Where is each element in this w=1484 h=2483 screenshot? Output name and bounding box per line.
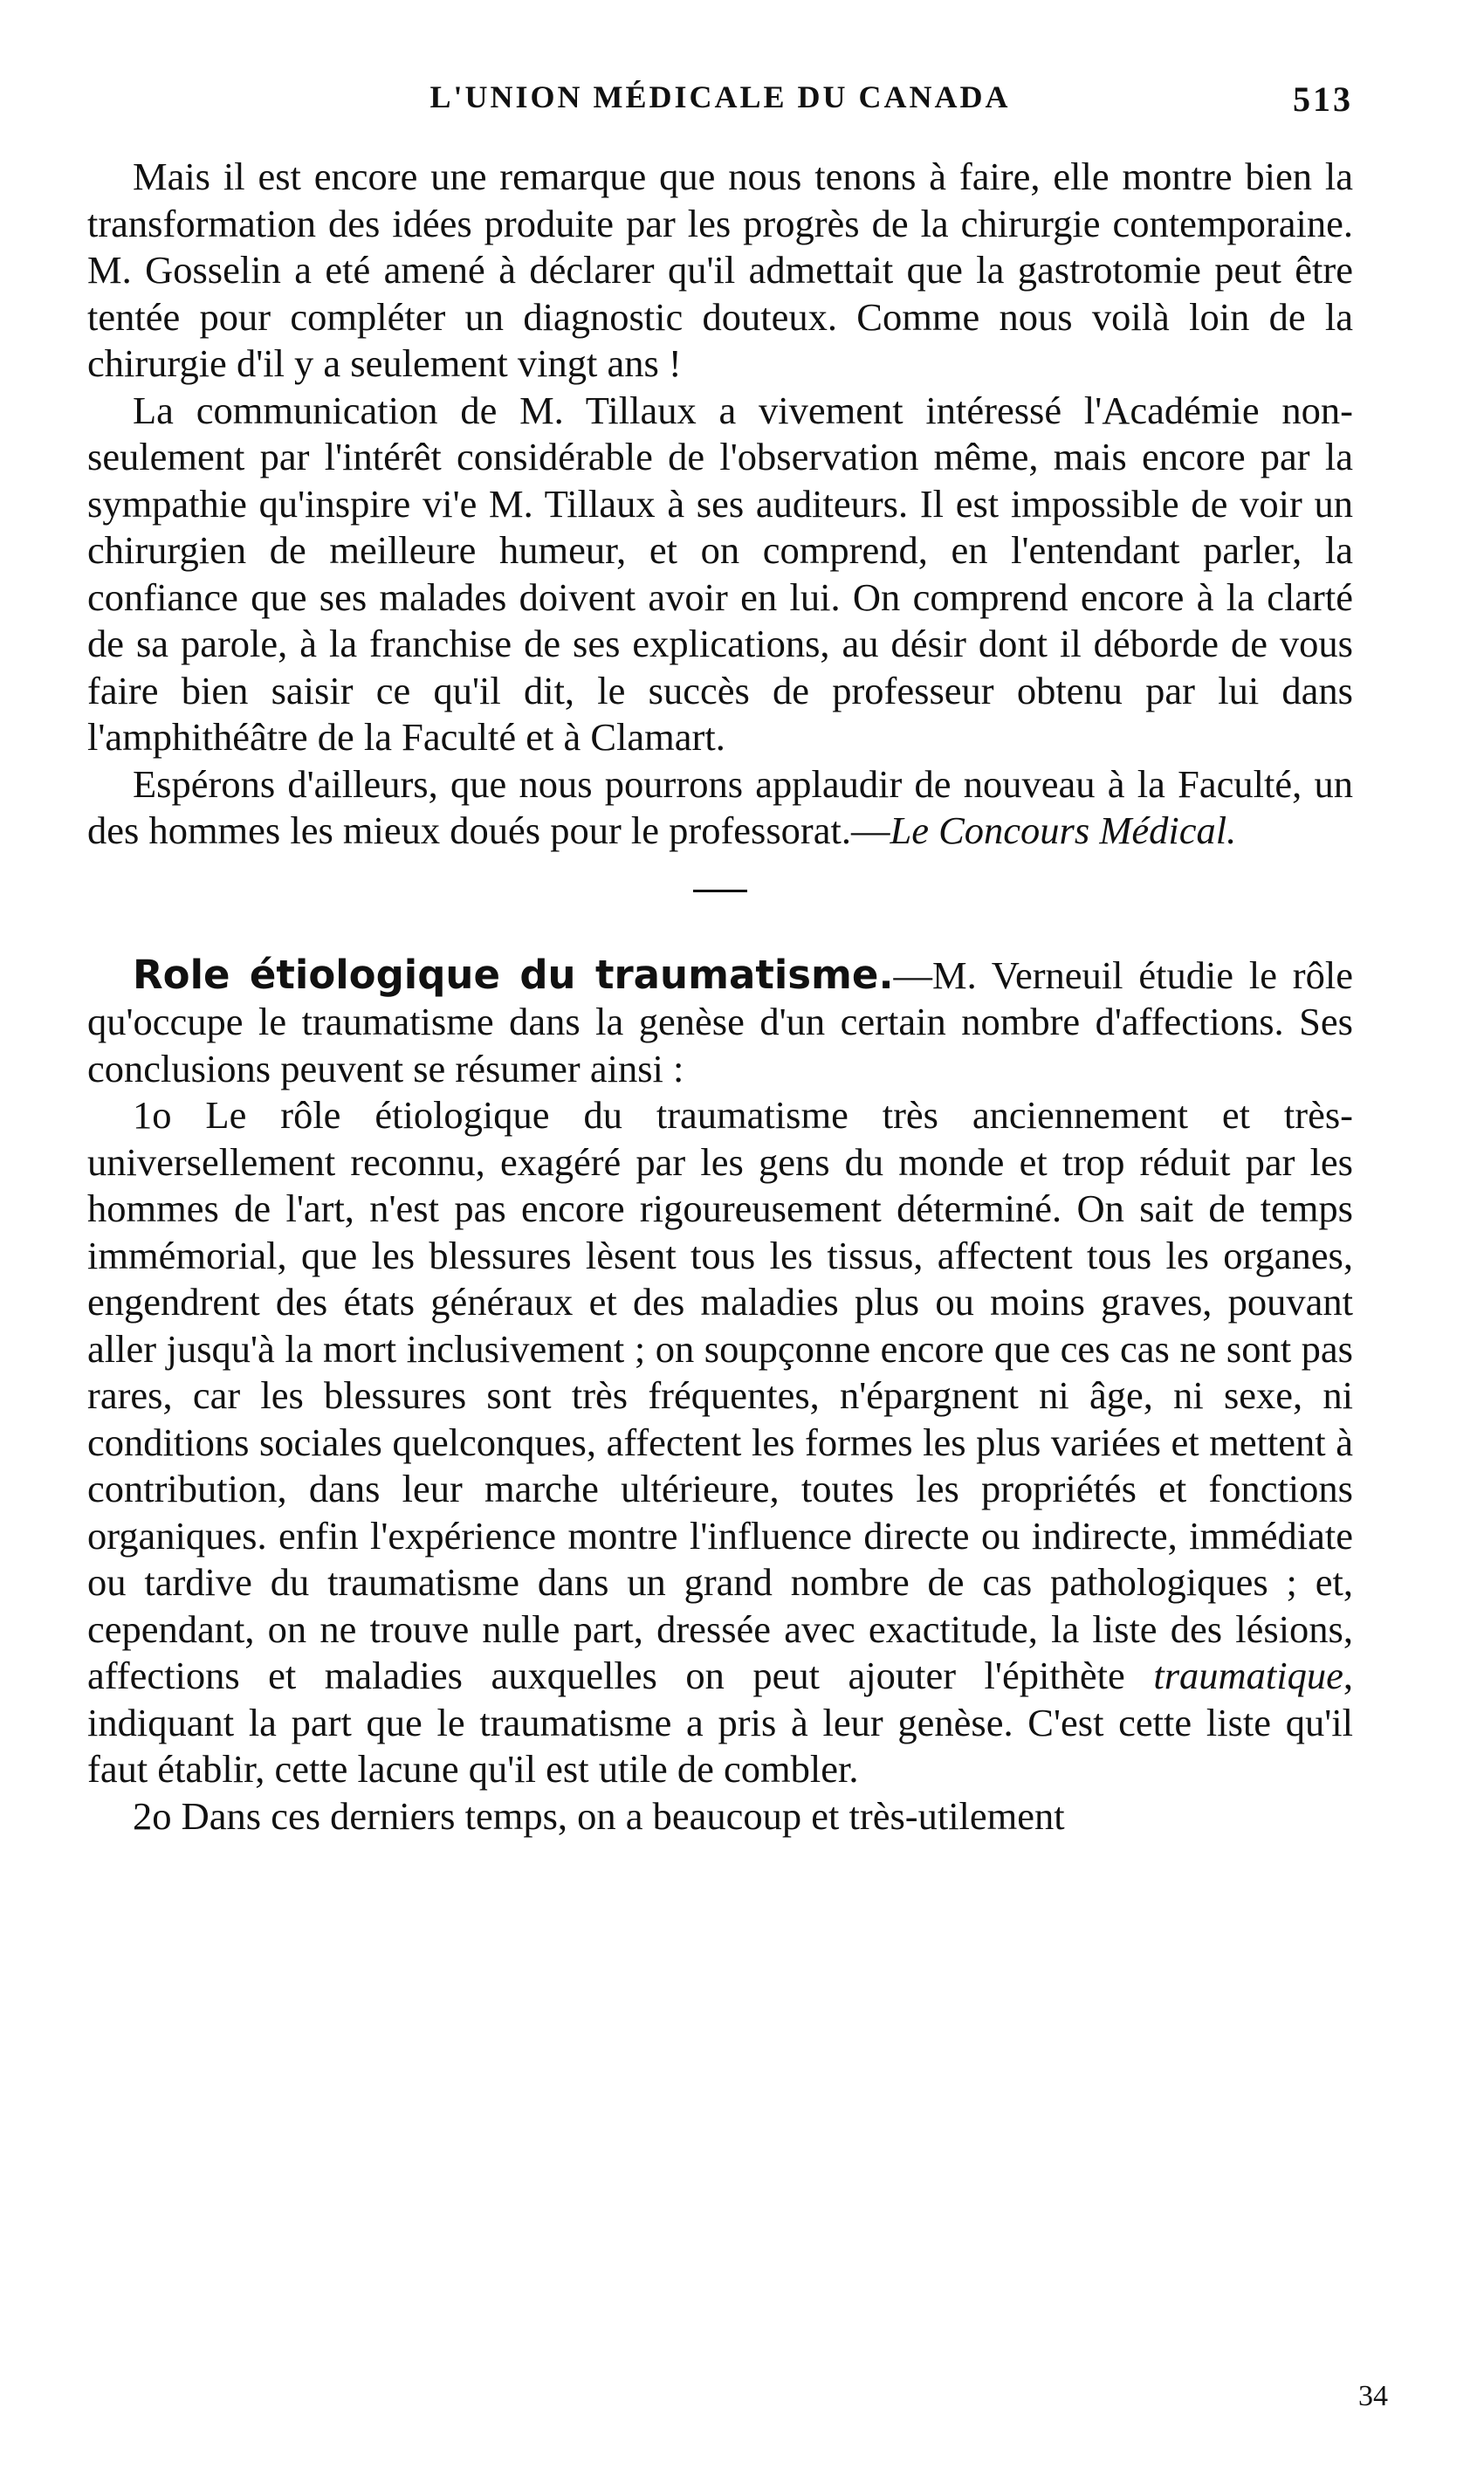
- section-intro: —M. Verneuil étudie le rôle qu'occupe le traumatisme dans la genèse d'un certain nombre d'affections. Ses conclusions peuvent se résumer ainsi :: [87, 953, 1353, 1090]
- page-number: 513: [1293, 79, 1353, 119]
- section-title: Role étiologique du traumatisme.: [133, 951, 894, 998]
- closing-text: Espérons d'ailleurs, que nous pourrons applaudir de nouveau à la Faculté, un des hommes les mieux doués pour le professorat.—: [87, 761, 1353, 852]
- point-1-italic-term: traumatique: [1153, 1654, 1343, 1697]
- journal-title: L'UNION MÉDICALE DU CANADA: [429, 79, 1011, 114]
- article-body: [87, 154, 1353, 1840]
- paragraph-gastrotomie: Mais il est encore une remarque que nous tenons à faire, elle montre bien la transformation des idées produite par les progrès de la chirurgie contemporaine. M. Gosselin a eté amené à déclarer qu'il admettait que la gastrotomie peut être tentée pour compléter un diagnostic douteux. Comme nous voilà loin de la chirurgie d'il y a seulement vingt ans !: [87, 155, 1353, 385]
- signature-mark: 34: [1358, 2380, 1388, 2412]
- page: [87, 79, 1353, 1840]
- paragraph-tillaux: La communication de M. Tillaux a vivement intéressé l'Académie non-seulement par l'intérêt considérable de l'observation même, mais encore par la sympathie qu'inspire vi'e M. Tillaux à ses auditeurs. Il est impossible de voir un chirurgien de meilleure humeur, et on comprend, en l'entendant parler, la confiance que ses malades doivent avoir en lui. On comprend encore à la clarté de sa parole, à la franchise de ses explications, au désir dont il déborde de vous faire bien saisir ce qu'il dit, le succès de professeur obtenu par lui dans l'amphithéâtre de la Faculté et à Clamart.: [87, 388, 1353, 759]
- point-1-text-b: , indiquant la part que le traumatisme a pris à leur genèse. C'est cette liste qu'il faut établir, cette lacune qu'il est utile de combler.: [87, 1654, 1353, 1791]
- point-1-text-a: 1o Le rôle étiologique du traumatisme très anciennement et très-universellement reconnu, exagéré par les gens du monde et trop réduit par les hommes de l'art, n'est pas encore rigoureusement déterminé. On sait de temps immémorial, que les blessures lèsent tous les tissus, affectent tous les organes, engendrent des états généraux et des maladies plus ou moins graves, pouvant aller jusqu'à la mort inclusivement ; on soupçonne encore que ces cas ne sont pas rares, car les blessures sont très fréquentes, n'épargnent ni âge, ni sexe, ni conditions sociales quelconques, affectent les formes les plus variées et mettent à contribution, dans leur marche ultérieure, toutes les propriétés et fonctions organiques. enfin l'expérience montre l'influence directe ou indirecte, immédiate ou tardive du traumatisme dans un grand nombre de cas pathologiques ; et, cependant, on ne trouve nulle part, dressée avec exactitude, la liste des lésions, affections et maladies auxquelles on peut ajouter l'épithète: [87, 1093, 1353, 1697]
- section-divider: [693, 890, 747, 892]
- running-head: [87, 79, 1353, 131]
- section-intro-paragraph: [87, 952, 1353, 1093]
- paragraph-closing: [87, 761, 1353, 855]
- point-2-paragraph: 2o Dans ces derniers temps, on a beaucoup et très-utilement: [133, 1793, 1065, 1838]
- source-citation: Le Concours Médical.: [890, 808, 1237, 852]
- point-1-paragraph: [87, 1092, 1353, 1793]
